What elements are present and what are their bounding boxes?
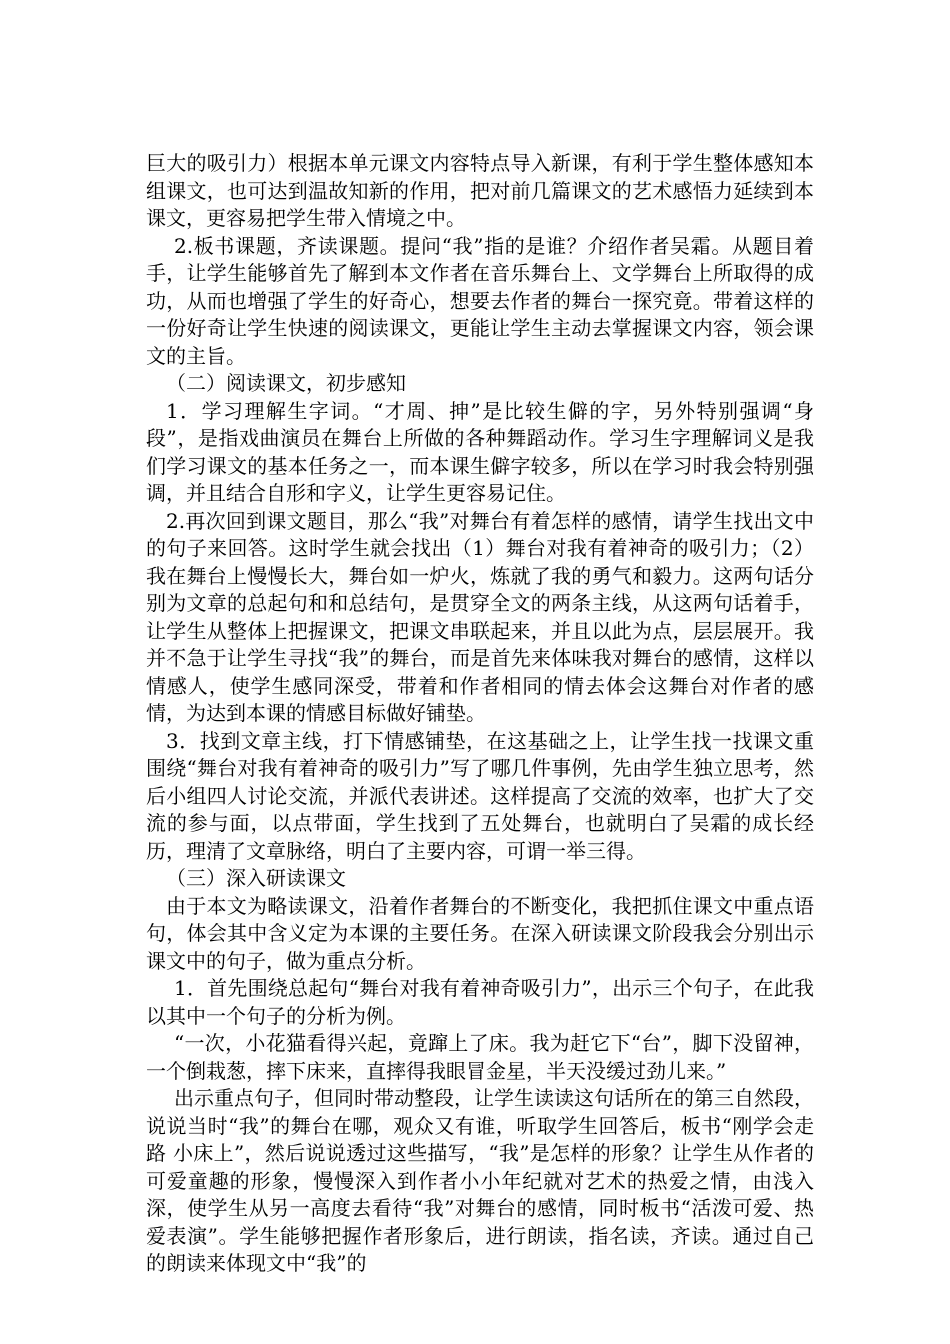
paragraph-continuation: 巨大的吸引力）根据本单元课文内容特点导入新课，有利于学生整体感知本组课文，也可达到温故知新的作用，把对前几篇课文的艺术感悟力延续到本课文，更容易把学生带入情境之中。 — [146, 151, 814, 230]
paragraph-blackboard-title: 2.板书课题，齐读课题。提问“我”指的是谁？介绍作者吴霜。从题目着手，让学生能够首先了解到本文作者在音乐舞台上、文学舞台上所取得的成功，从而也增强了学生的好奇心，想要去作者的舞台一探究竟。带着这样的一份好奇让学生快速的阅读课文，更能让学生主动去掌握课文内容，领会课文的主旨。 — [146, 233, 814, 368]
paragraph-analysis: 出示重点句子，但同时带动整段，让学生读读这句话所在的第三自然段，说说当时“我”的舞台在哪，观众又有谁，听取学生回答后，板书“刚学会走路 小床上”，然后说说透过这些描写，“我”是怎样的形象？让学生从作者的可爱童趣的形象，慢慢深入到作者小小年纪就对艺术的热爱之情，由浅入深，使学生从另一高度去看待“我”对舞台的感情，同时板书“活泼可爱、热爱表演”。学生能够把握作者形象后，进行朗读，指名读，齐读。通过自己的朗读来体现文中“我”的 — [146, 1086, 814, 1275]
section-heading-read-text: （二）阅读课文，初步感知 — [166, 371, 406, 395]
document-body — [146, 150, 814, 1278]
paragraph-key-sentence: 1．首先围绕总起句“舞台对我有着神奇吸引力”，出示三个句子，在此我以其中一个句子的分析为例。 — [146, 976, 814, 1028]
paragraph-quote: “一次，小花猫看得兴起，竟蹿上了床。我为赶它下“台”，脚下没留神，一个倒栽葱，摔下床来，直摔得我眼冒金星，半天没缓过劲儿来。” — [146, 1031, 814, 1083]
paragraph-vocabulary: 1．学习理解生字词。“才周、抻”是比较生僻的字，另外特别强调“身段”，是指戏曲演员在舞台上所做的各种舞蹈动作。学习生字理解词义是我们学习课文的基本任务之一，而本课生僻字较多，所以在学习时我会特别强调，并且结合自形和字义，让学生更容易记住。 — [146, 398, 814, 505]
paragraph-title-return: 2.再次回到课文题目，那么“我”对舞台有着怎样的感情，请学生找出文中的句子来回答。这时学生就会找出（1）舞台对我有着神奇的吸引力；（2）我在舞台上慢慢长大，舞台如一炉火，炼就了我的勇气和毅力。这两句话分别为文章的总起句和和总结句，是贯穿全文的两条主线，从这两句话着手，让学生从整体上把握课文，把课文串联起来，并且以此为点，层层展开。我并不急于让学生寻找“我”的舞台，而是首先来体味我对舞台的感情，这样以情感人，使学生感同深受，带着和作者相同的情去体会这舞台对作者的感情，为达到本课的情感目标做好铺垫。 — [146, 508, 814, 725]
section-heading-deep-read: （三）深入研读课文 — [166, 866, 346, 890]
paragraph-main-line: 3．找到文章主线，打下情感铺垫，在这基础之上，让学生找一找课文重围绕“舞台对我有着神奇的吸引力”写了哪几件事例，先由学生独立思考，然后小组四人讨论交流，并派代表讲述。这样提高了交流的效率，也扩大了交流的参与面，以点带面，学生找到了五处舞台，也就明白了吴霜的成长经历，理清了文章脉络，明白了主要内容，可谓一举三得。 — [146, 728, 814, 863]
paragraph-deep-read-intro: 由于本文为略读课文，沿着作者舞台的不断变化，我把抓住课文中重点语句，体会其中含义定为本课的主要任务。在深入研读课文阶段我会分别出示课文中的句子，做为重点分析。 — [146, 893, 814, 973]
